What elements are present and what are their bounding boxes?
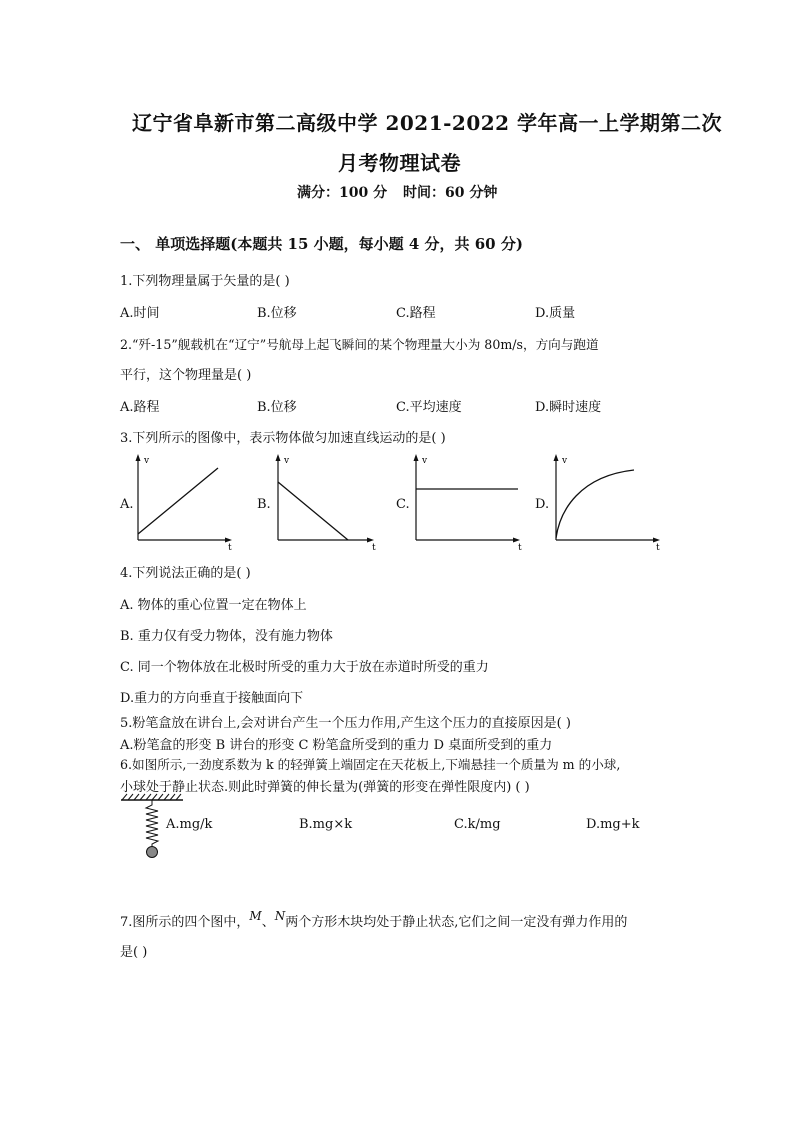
question-6-stem-line2: 小球处于静止状态.则此时弹簧的伸长量为(弹簧的形变在弹性限度内) ( )	[120, 780, 530, 795]
graph-b-t-label: t	[372, 543, 376, 553]
question-6-stem-line1: 6.如图所示,一劲度系数为 k 的轻弹簧上端固定在天花板上,下端悬挂一个质量为 m 的小球,	[120, 757, 621, 772]
question-7-sep: 、	[261, 915, 275, 930]
exam-time: 时间：60 分钟	[403, 185, 498, 201]
exam-title-line2: 月考物理试卷	[338, 151, 461, 175]
graph-a-t-label: t	[228, 543, 232, 553]
graph-d-t-label: t	[656, 543, 660, 553]
question-4-option-a: A. 物体的重心位置一定在物体上	[120, 598, 307, 613]
graph-d-v-label: v	[562, 456, 568, 466]
graph-a-vt-increasing	[132, 450, 240, 554]
question-1-stem: 1.下列物理量属于矢量的是( )	[120, 274, 290, 289]
question-5-stem: 5.粉笔盒放在讲台上,会对讲台产生一个压力作用,产生这个压力的直接原因是( )	[120, 716, 571, 731]
question-1-option-b: B.位移	[257, 306, 297, 321]
question-2-stem-line2: 平行，这个物理量是( )	[120, 368, 252, 383]
graph-b-v-label: v	[284, 456, 290, 466]
question-1-option-c: C.路程	[396, 306, 436, 321]
question-2-option-c: C.平均速度	[396, 400, 462, 415]
graph-a-v-label: v	[144, 456, 150, 466]
graph-a-label: A.	[120, 497, 134, 512]
question-2-option-a: A.路程	[120, 400, 160, 415]
exam-score: 满分：100 分	[297, 185, 388, 201]
question-7-prefix: 7.图所示的四个图中，	[120, 915, 250, 930]
graph-c-t-label: t	[518, 543, 522, 553]
graph-b-label: B.	[257, 497, 271, 512]
question-7-stem-line1	[120, 911, 627, 930]
question-4-stem: 4.下列说法正确的是( )	[120, 566, 251, 581]
question-7-m-label: M	[249, 909, 262, 923]
question-2-option-d: D.瞬时速度	[535, 400, 602, 415]
question-6-option-b: B.mg×k	[299, 817, 353, 832]
question-6-option-c: C.k/mg	[454, 817, 501, 832]
question-7-stem-line2: 是( )	[120, 945, 148, 960]
question-1-option-d: D.质量	[535, 306, 576, 321]
question-2-option-b: B.位移	[257, 400, 297, 415]
question-2-stem-line1: 2.“歼-15”舰载机在“辽宁”号航母上起飞瞬间的某个物理量大小为 80m/s，方向与跑道	[120, 337, 599, 352]
section-heading: 一、 单项选择题(本题共 15 小题，每小题 4 分，共 60 分)	[120, 235, 523, 253]
question-3-stem: 3.下列所示的图像中，表示物体做匀加速直线运动的是( )	[120, 431, 446, 446]
question-1-option-a: A.时间	[120, 306, 160, 321]
graph-b-vt-decreasing	[272, 450, 382, 554]
graph-c-v-label: v	[422, 456, 428, 466]
graph-d-vt-curve	[550, 450, 668, 554]
question-4-option-d: D.重力的方向垂直于接触面向下	[120, 691, 304, 706]
question-7-n-label: N	[274, 909, 286, 923]
graph-d-label: D.	[535, 497, 550, 512]
question-4-option-b: B. 重力仅有受力物体，没有施力物体	[120, 629, 333, 644]
graph-c-label: C.	[396, 497, 410, 512]
question-6-option-d: D.mg+k	[586, 817, 640, 832]
question-5-options: A.粉笔盒的形变 B 讲台的形变 C 粉笔盒所受到的重力 D 桌面所受到的重力	[120, 738, 553, 753]
question-4-option-c: C. 同一个物体放在北极时所受的重力大于放在赤道时所受的重力	[120, 660, 489, 675]
question-7-suffix: 两个方形木块均处于静止状态,它们之间一定没有弹力作用的	[285, 915, 628, 930]
question-6-option-a: A.mg/k	[166, 817, 213, 832]
graph-c-vt-constant	[410, 450, 528, 554]
exam-title-line1: 辽宁省阜新市第二高级中学 2021-2022 学年高一上学期第二次	[132, 111, 723, 135]
